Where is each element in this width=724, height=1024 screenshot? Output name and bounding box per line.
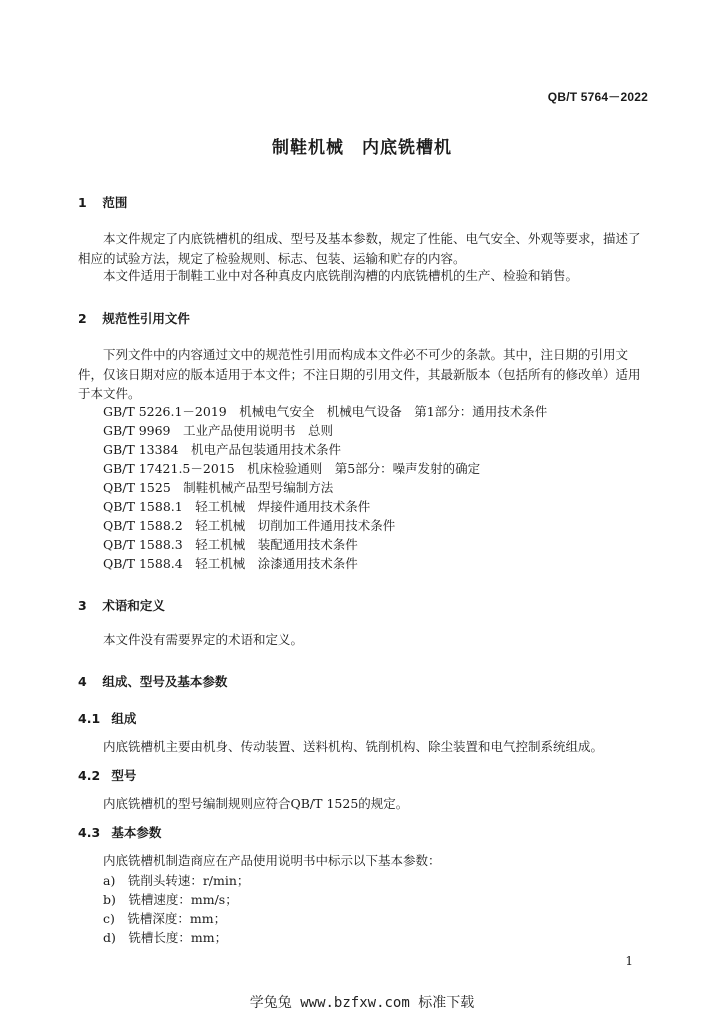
section-1-heading (78, 193, 127, 211)
reference-item: QB/T 1525 制鞋机械产品型号编制方法 (103, 480, 334, 495)
section-title: 组成 (111, 711, 137, 726)
section-number: 1 (78, 195, 87, 210)
section-title: 范围 (102, 195, 128, 210)
section-4-1-heading (78, 709, 136, 727)
reference-item: QB/T 1588.1 轻工机械 焊接件通用技术条件 (103, 499, 371, 514)
section-title: 型号 (111, 768, 137, 783)
section-2-heading (78, 309, 190, 327)
list-item: d) 铣槽长度：mm； (103, 930, 228, 945)
section-number: 4.1 (78, 711, 101, 726)
section-number: 4.3 (78, 825, 101, 840)
reference-item: QB/T 1588.4 轻工机械 涂漆通用技术条件 (103, 556, 358, 571)
section-number: 4.2 (78, 768, 101, 783)
section-4-2-heading (78, 766, 136, 784)
section-title: 基本参数 (111, 825, 162, 840)
list-item: a) 铣削头转速：r/min； (103, 873, 250, 888)
section-3-heading (78, 596, 165, 614)
reference-item: QB/T 1588.2 轻工机械 切削加工件通用技术条件 (103, 518, 396, 533)
reference-item: GB/T 17421.5－2015 机床检验通则 第5部分：噪声发射的确定 (103, 461, 481, 476)
doc-code: QB/T 5764－2022 (547, 90, 648, 104)
section-title: 规范性引用文件 (102, 311, 190, 326)
section-1-paragraph-1: 本文件规定了内底铣槽机的组成、型号及基本参数，规定了性能、电气安全、外观等要求，描述了相应的试验方法，规定了检验规则、标志、包装、运输和贮存的内容。 (78, 231, 641, 266)
section-4-1-paragraph-1: 内底铣槽机主要由机身、传动装置、送料机构、铣削机构、除尘装置和电气控制系统组成。 (103, 739, 604, 754)
list-item: c) 铣槽深度：mm； (103, 911, 227, 926)
page-number: 1 (625, 954, 633, 968)
reference-item: QB/T 1588.3 轻工机械 装配通用技术条件 (103, 537, 358, 552)
reference-item: GB/T 5226.1－2019 机械电气安全 机械电气设备 第1部分：通用技术条件 (103, 404, 548, 419)
watermark-footer: 学兔兔 www.bzfxw.com 标准下载 (249, 995, 475, 1011)
page-title: 制鞋机械 内底铣槽机 (272, 138, 452, 158)
section-4-3-paragraph-1: 内底铣槽机制造商应在产品使用说明书中标示以下基本参数： (103, 853, 441, 868)
section-4-2-paragraph-1: 内底铣槽机的型号编制规则应符合QB/T 1525的规定。 (103, 796, 409, 811)
reference-item: GB/T 9969 工业产品使用说明书 总则 (103, 423, 334, 438)
section-number: 3 (78, 598, 87, 613)
section-1-paragraph-2: 本文件适用于制鞋工业中对各种真皮内底铣削沟槽的内底铣槽机的生产、检验和销售。 (103, 268, 579, 283)
section-3-paragraph-1: 本文件没有需要界定的术语和定义。 (103, 632, 304, 647)
section-4-heading (78, 672, 227, 690)
section-2-paragraph-1: 下列文件中的内容通过文中的规范性引用而构成本文件必不可少的条款。其中，注日期的引用文件，仅该日期对应的版本适用于本文件；不注日期的引用文件，其最新版本（包括所有的修改单）适用于本文件。 (78, 347, 641, 401)
section-title: 术语和定义 (102, 598, 165, 613)
section-4-3-heading (78, 823, 161, 841)
section-number: 2 (78, 311, 87, 326)
list-item: b) 铣槽速度：mm/s； (103, 892, 238, 907)
section-title: 组成、型号及基本参数 (102, 674, 228, 689)
section-number: 4 (78, 674, 87, 689)
reference-item: GB/T 13384 机电产品包装通用技术条件 (103, 442, 341, 457)
